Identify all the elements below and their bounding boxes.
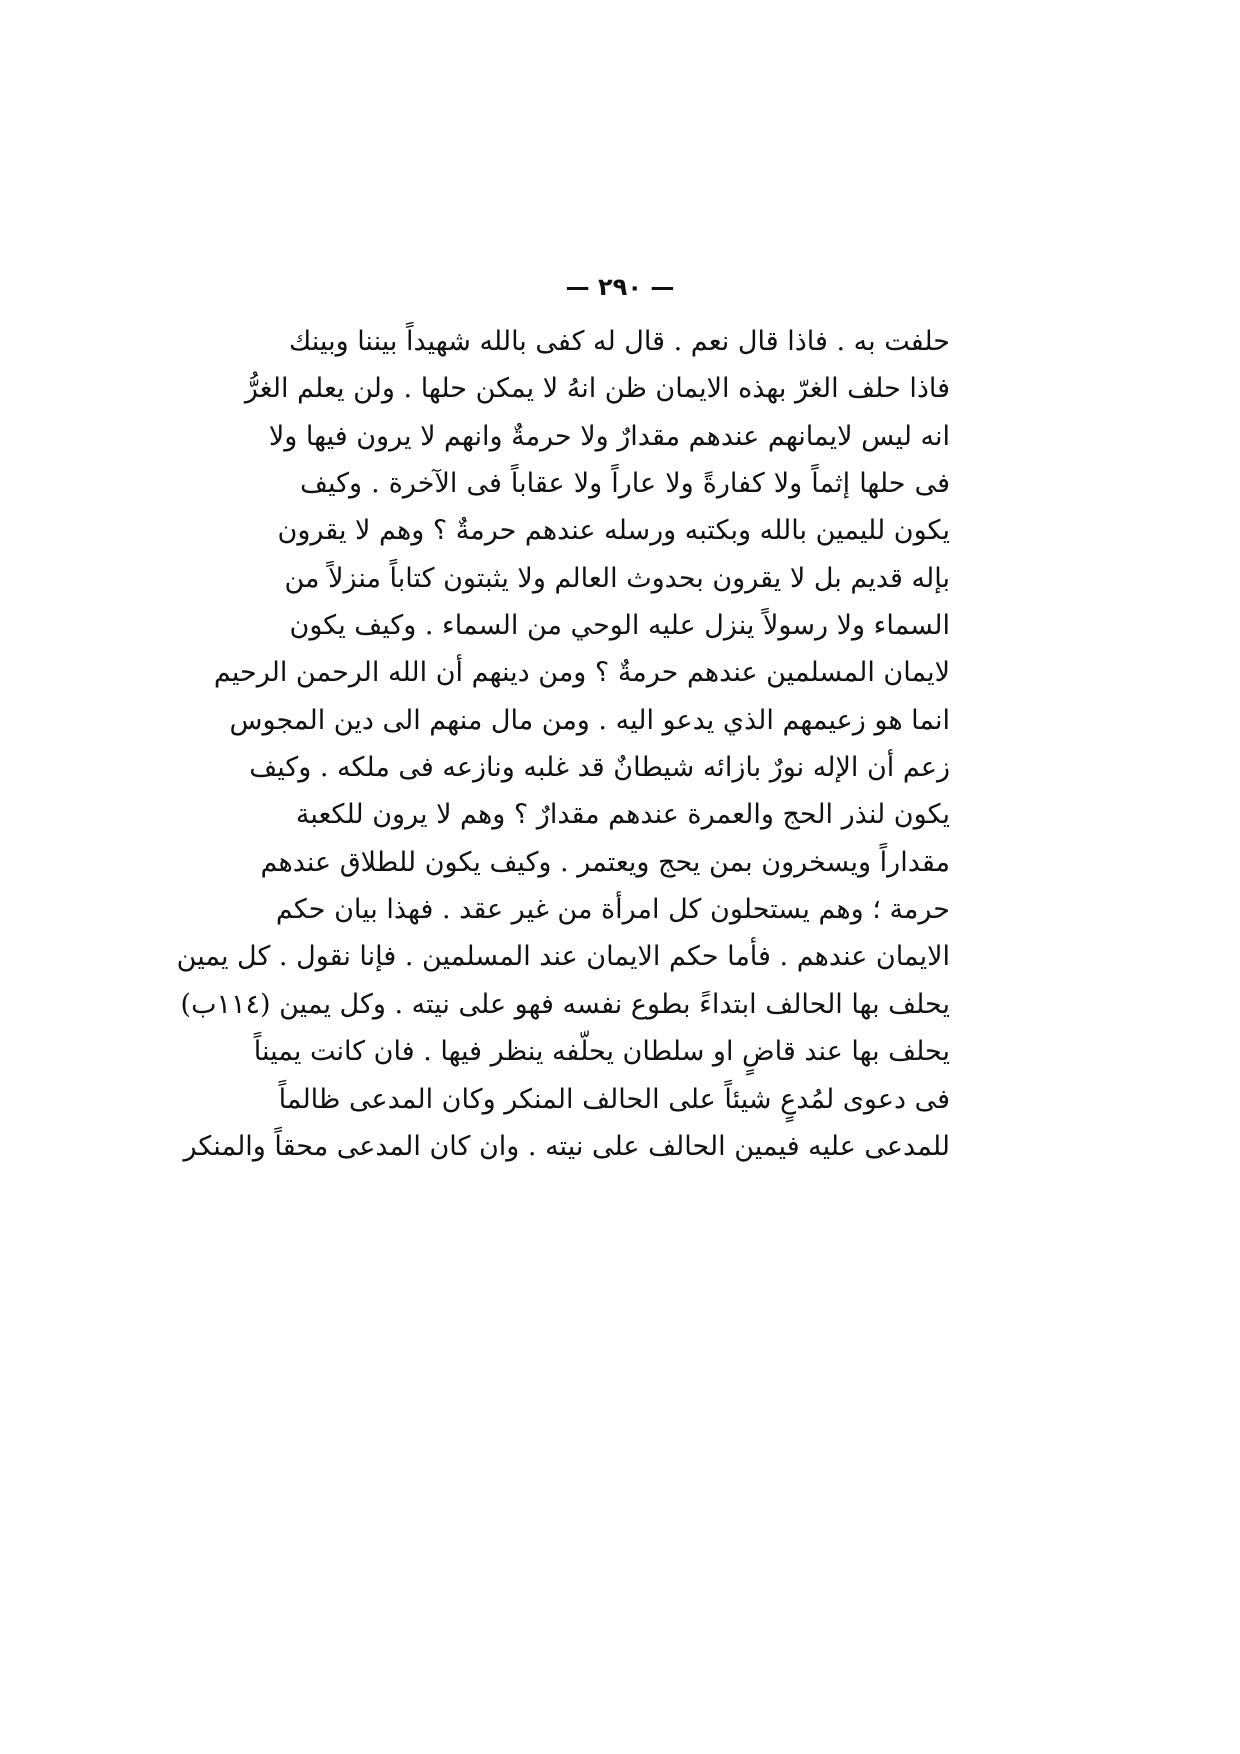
text-line: فى حلها إثماً ولا كفارةً ولا عاراً ولا عقاباً فى الآخرة . وكيف [300, 468, 950, 500]
text-line: السماء ولا رسولاً ينزل عليه الوحي من السماء . وكيف يكون [289, 610, 950, 642]
text-line: الايمان عندهم . فأما حكم الايمان عند المسلمين . فإنا نقول . كل يمين [176, 941, 950, 973]
text-line: بإله قديم بل لا يقرون بحدوث العالم ولا يثبتون كتاباً منزلاً من [284, 562, 950, 594]
text-line: لايمان المسلمين عندهم حرمةٌ ؟ ومن دينهم أن الله الرحمن الرحيم [213, 657, 950, 689]
text-line: حرمة ؛ وهم يستحلون كل امرأة من غير عقد . فهذا بيان حكم [275, 894, 950, 926]
text-line: فى دعوى لمُدعٍ شيئاً على الحالف المنكر وكان المدعى ظالماً [278, 1083, 950, 1115]
text-line: يحلف بها الحالف ابتداءً بطوع نفسه فهو على نيته . وكل يمين (١١٤ب) [180, 988, 950, 1020]
text-body [176, 318, 950, 1170]
text-line: حلفت به . فاذا قال نعم . قال له كفى بالله شهيداً بيننا وبينك [289, 326, 950, 357]
text-line: زعم أن الإله نورٌ بازائه شيطانٌ قد غلبه ونازعه فى ملكه . وكيف [249, 752, 950, 784]
text-line: للمدعى عليه فيمين الحالف على نيته . وان كان المدعى محقاً والمنكر [183, 1130, 950, 1162]
page-number: — ٢٩٠ — [565, 273, 675, 301]
text-line: فاذا حلف الغرّ بهذه الايمان ظن انهُ لا يمكن حلها . ولن يعلم الغرُّ [244, 373, 950, 405]
text-line: يحلف بها عند قاضٍ او سلطان يحلّفه ينظر فيها . فان كانت يميناً [253, 1036, 950, 1068]
text-line: يكون لليمين بالله وبكتبه ورسله عندهم حرمةٌ ؟ وهم لا يقرون [277, 515, 950, 547]
text-line: يكون لنذر الحج والعمرة عندهم مقدارٌ ؟ وهم لا يرون للكعبة [295, 799, 950, 831]
text-line: مقداراً ويسخرون بمن يحج ويعتمر . وكيف يكون للطلاق عندهم [260, 846, 950, 878]
text-line: انما هو زعيمهم الذي يدعو اليه . ومن مال منهم الى دين المجوس [229, 704, 950, 736]
text-line: انه ليس لايمانهم عندهم مقدارٌ ولا حرمةٌ وانهم لا يرون فيها ولا [268, 420, 950, 452]
